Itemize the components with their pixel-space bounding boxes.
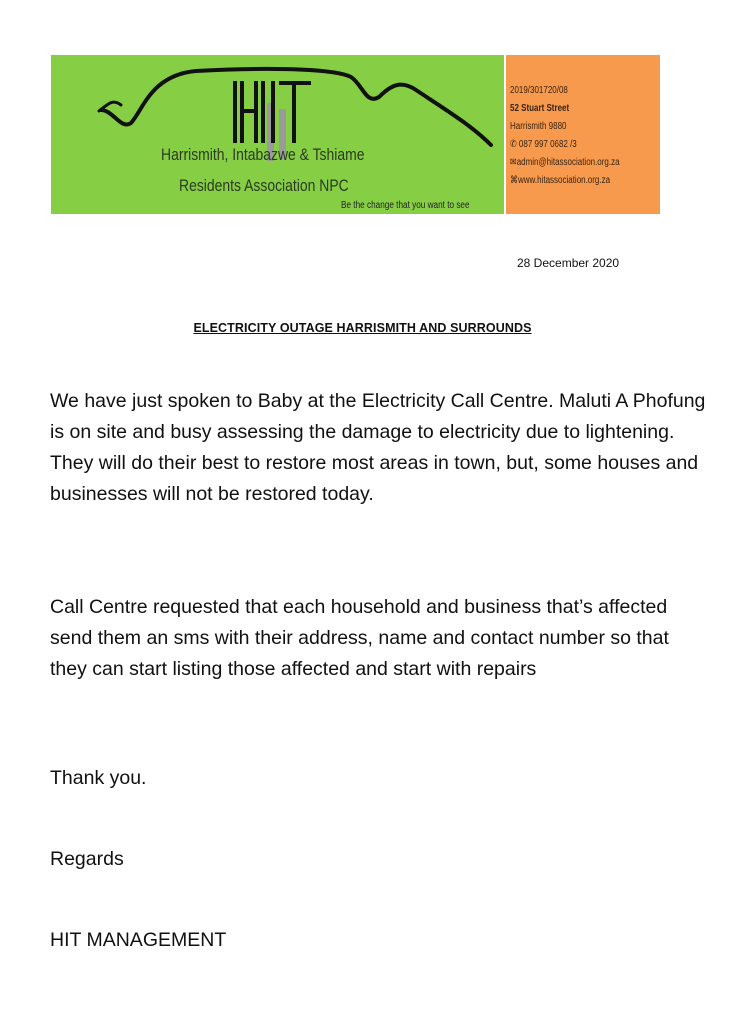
email-address: ✉admin@hitassociation.org.za	[510, 157, 620, 168]
contact-details	[510, 82, 647, 190]
street-address: 52 Stuart Street	[510, 103, 570, 114]
tagline: Be the change that you want to see	[341, 200, 470, 211]
body-paragraph-1: We have just spoken to Baby at the Electricity Call Centre. Maluti A Phofung is on site and busy assessing the damage to electricity due to lightening. They will do their best to restore most areas in town, but, some houses and businesses will not be restored today.	[50, 390, 706, 505]
contact-panel	[506, 55, 660, 214]
closing-thanks: Thank you.	[50, 767, 147, 789]
body-paragraph-2: Call Centre requested that each household and business that’s affected send them an sms with their address, name and contact number so that they can start listing those affected and start with repairs	[50, 596, 669, 680]
letterhead	[51, 55, 660, 214]
org-name-line2: Residents Association NPC	[179, 176, 349, 195]
letter-title: ELECTRICITY OUTAGE HARRISMITH AND SURROUNDS	[193, 321, 532, 335]
website: ⌘www.hitassociation.org.za	[510, 175, 611, 186]
phone-number: ✆ 087 997 0682 /3	[510, 139, 577, 150]
town-postcode: Harrismith 9880	[510, 121, 567, 132]
letter-date: 28 December 2020	[517, 256, 620, 270]
signoff: HIT MANAGEMENT	[50, 929, 227, 951]
closing-regards: Regards	[50, 848, 124, 870]
org-name-line1: Harrismith, Intabazwe & Tshiame	[161, 145, 365, 164]
letterhead-logo-panel	[51, 55, 504, 214]
registration-number: 2019/301720/08	[510, 85, 568, 96]
